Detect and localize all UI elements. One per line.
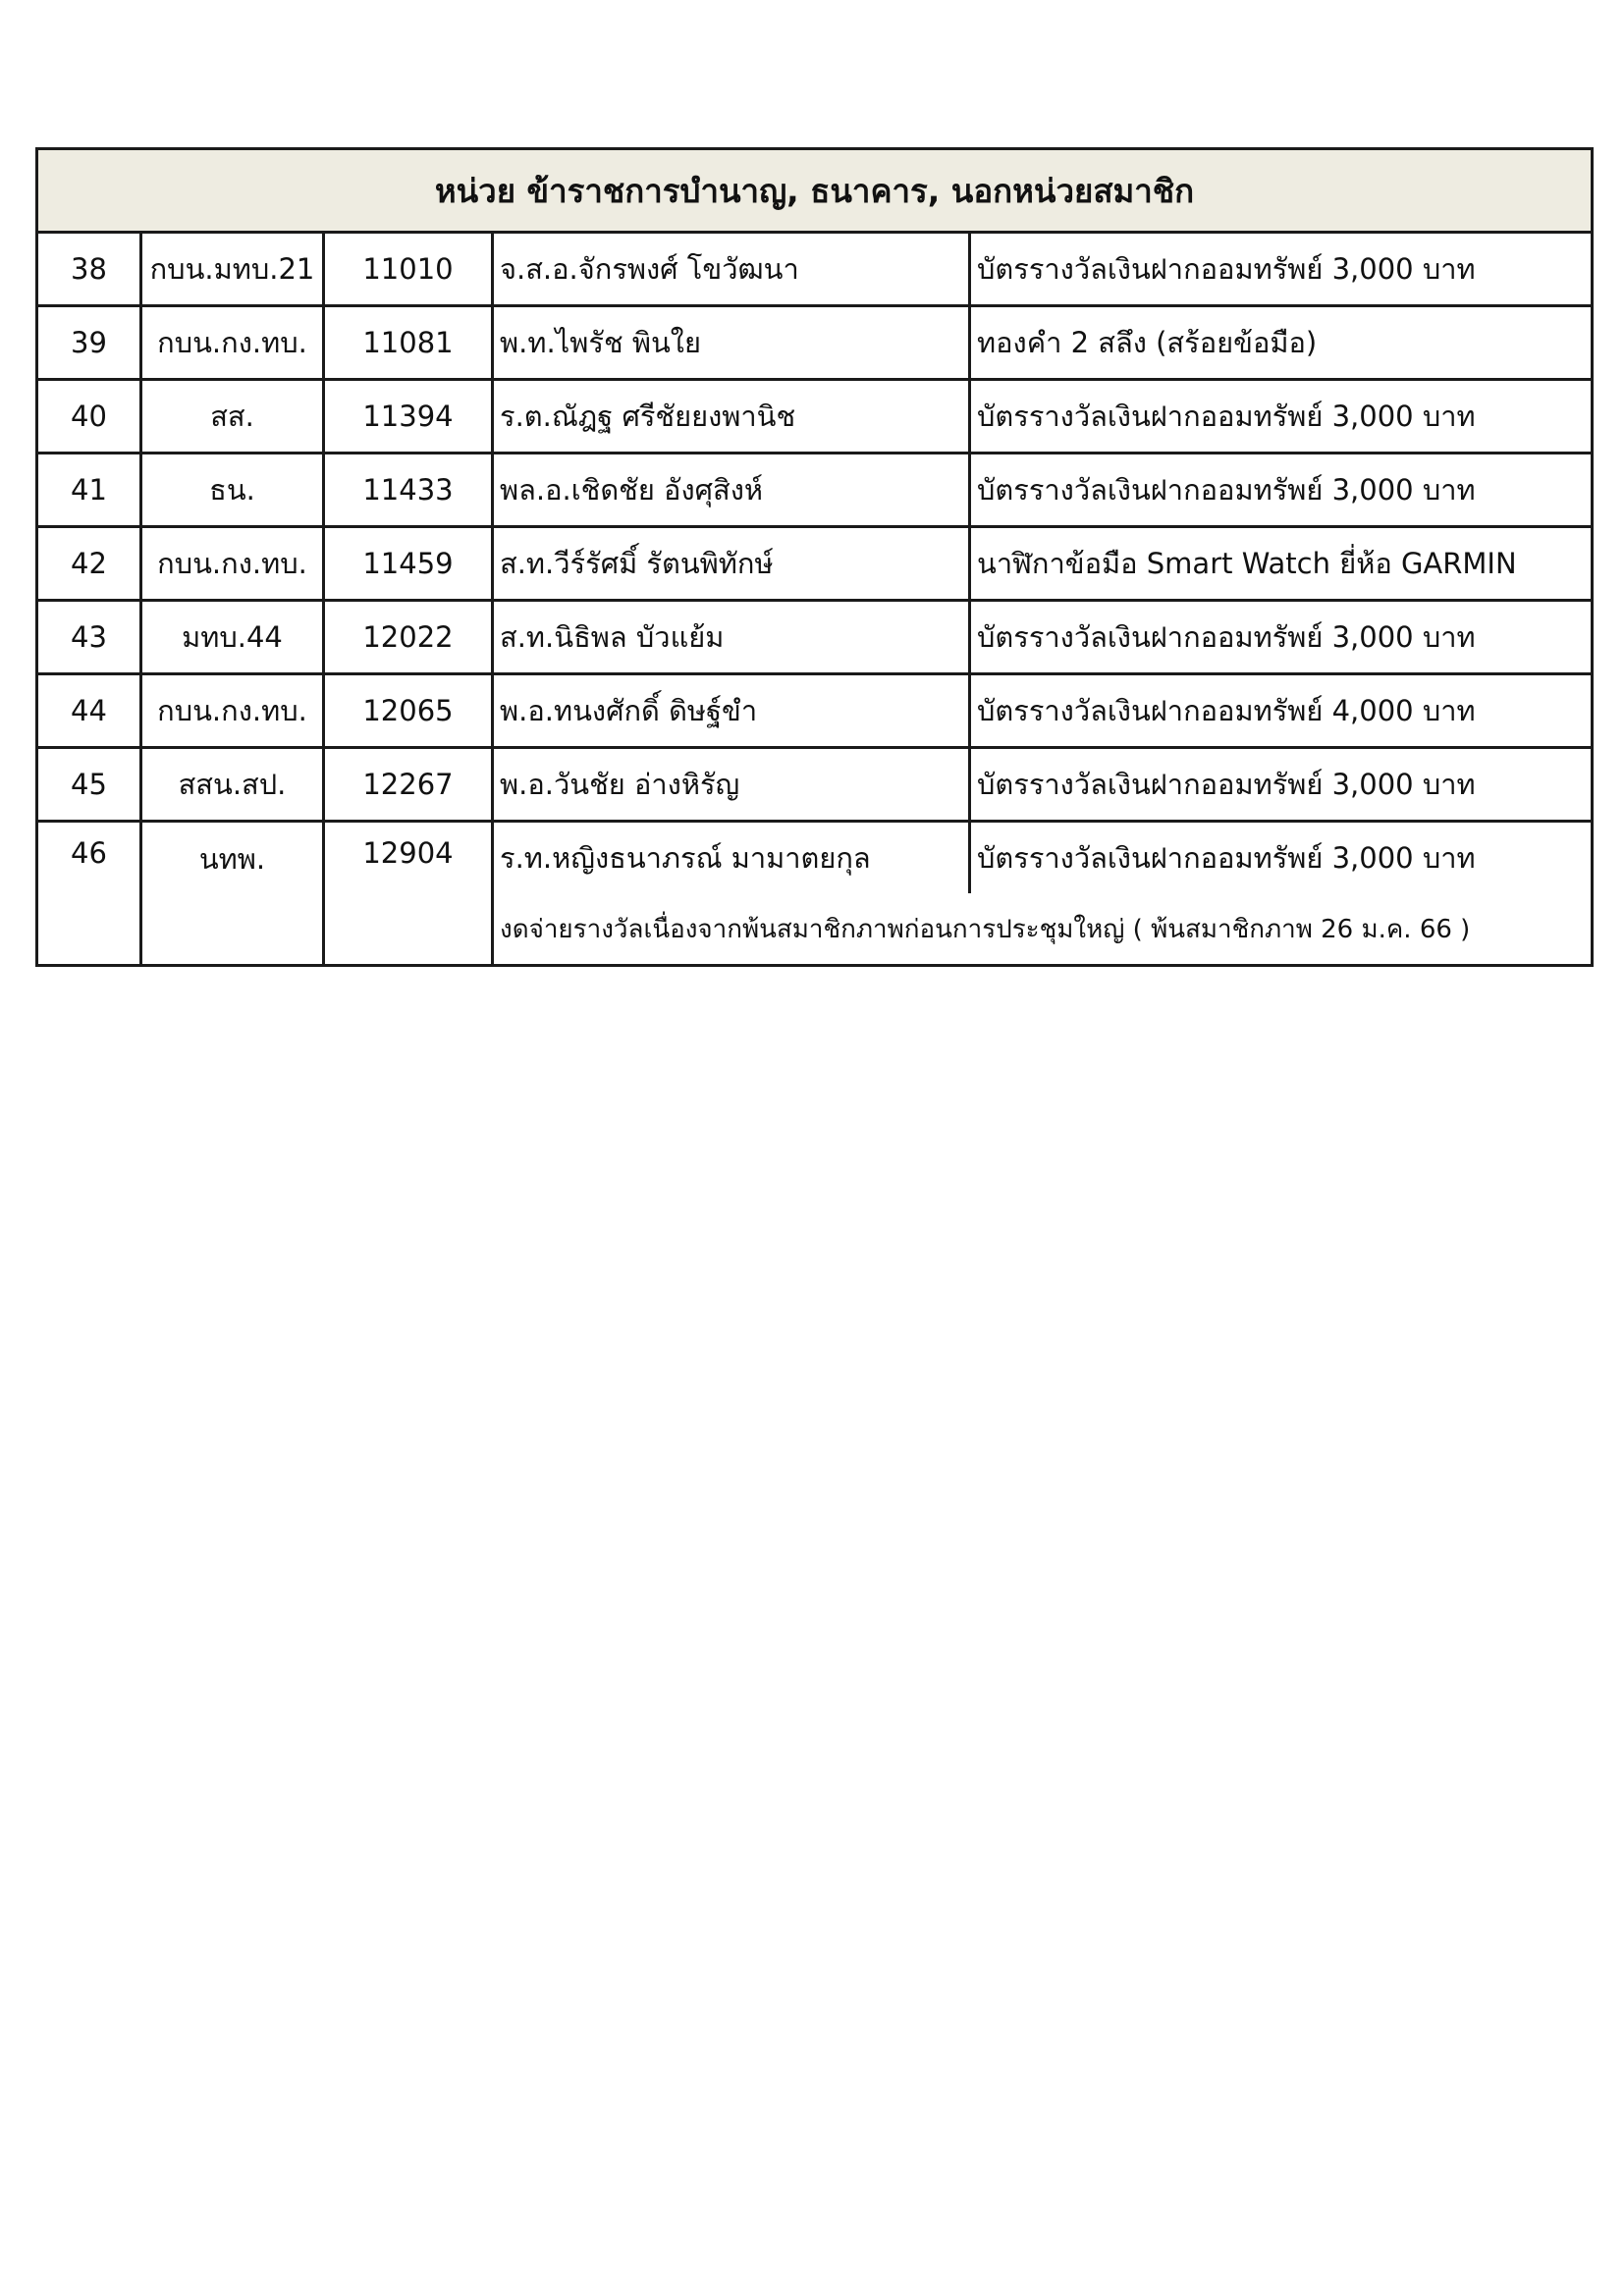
member-id-cell: 12065 [324,674,493,748]
member-id-cell: 12022 [324,601,493,674]
member-name-cell: พ.อ.ทนงศักดิ์ ดิษฐ์ขำ [493,674,970,748]
unit-cell: มทบ.44 [141,601,324,674]
unit-cell: สสน.สป. [141,748,324,822]
disqualification-note: งดจ่ายรางวัลเนื่องจากพ้นสมาชิกภาพก่อนการประชุมใหญ่ ( พ้นสมาชิกภาพ 26 ม.ค. 66 ) [493,893,1593,966]
table-row [37,454,1593,527]
member-name-cell: พ.อ.วันชัย อ่างหิรัญ [493,748,970,822]
member-id-cell: 12904 [324,822,493,966]
prize-cell: บัตรรางวัลเงินฝากออมทรัพย์ 4,000 บาท [970,674,1593,748]
unit-cell: กบน.กง.ทบ. [141,674,324,748]
unit-cell: กบน.กง.ทบ. [141,527,324,601]
table-row [37,233,1593,306]
member-name-cell: ส.ท.วีร์รัศมิ์ รัตนพิทักษ์ [493,527,970,601]
unit-cell: ธน. [141,454,324,527]
member-name-cell: พ.ท.ไพรัช พินใย [493,306,970,380]
prize-cell: บัตรรางวัลเงินฝากออมทรัพย์ 3,000 บาท [970,822,1593,894]
prize-cell: บัตรรางวัลเงินฝากออมทรัพย์ 3,000 บาท [970,601,1593,674]
prize-cell: ทองคำ 2 สลึง (สร้อยข้อมือ) [970,306,1593,380]
prize-cell: บัตรรางวัลเงินฝากออมทรัพย์ 3,000 บาท [970,380,1593,454]
row-number: 42 [37,527,141,601]
table-row [37,527,1593,601]
row-number: 46 [37,822,141,966]
table-title-row [37,149,1593,233]
prize-cell: บัตรรางวัลเงินฝากออมทรัพย์ 3,000 บาท [970,454,1593,527]
row-number: 41 [37,454,141,527]
member-id-cell: 11010 [324,233,493,306]
table-row [37,601,1593,674]
member-id-cell: 12267 [324,748,493,822]
member-id-cell: 11394 [324,380,493,454]
table-row [37,306,1593,380]
member-name-cell: พล.อ.เชิดชัย อังศุสิงห์ [493,454,970,527]
table-title: หน่วย ข้าราชการบำนาญ, ธนาคาร, นอกหน่วยสมาชิก [37,149,1593,233]
table-row [37,822,1593,894]
table-row [37,380,1593,454]
row-number: 39 [37,306,141,380]
member-name-cell: ร.ท.หญิงธนาภรณ์ มามาตยกุล [493,822,970,894]
row-number: 45 [37,748,141,822]
member-name-cell: จ.ส.อ.จักรพงศ์ โขวัฒนา [493,233,970,306]
row-number: 44 [37,674,141,748]
prize-winners-table [35,147,1594,967]
prize-cell: บัตรรางวัลเงินฝากออมทรัพย์ 3,000 บาท [970,748,1593,822]
member-name-cell: ส.ท.นิธิพล บัวแย้ม [493,601,970,674]
row-number: 43 [37,601,141,674]
unit-cell: กบน.กง.ทบ. [141,306,324,380]
table-row [37,748,1593,822]
row-number: 38 [37,233,141,306]
member-name-cell: ร.ต.ณัฎฐ ศรีชัยยงพานิช [493,380,970,454]
member-id-cell: 11433 [324,454,493,527]
member-id-cell: 11459 [324,527,493,601]
unit-cell: สส. [141,380,324,454]
table-row [37,674,1593,748]
prize-cell: นาฬิกาข้อมือ Smart Watch ยี่ห้อ GARMIN [970,527,1593,601]
document-page [35,147,1591,967]
row-number: 40 [37,380,141,454]
unit-cell: นทพ. [141,822,324,966]
member-id-cell: 11081 [324,306,493,380]
prize-cell: บัตรรางวัลเงินฝากออมทรัพย์ 3,000 บาท [970,233,1593,306]
unit-cell: กบน.มทบ.21 [141,233,324,306]
